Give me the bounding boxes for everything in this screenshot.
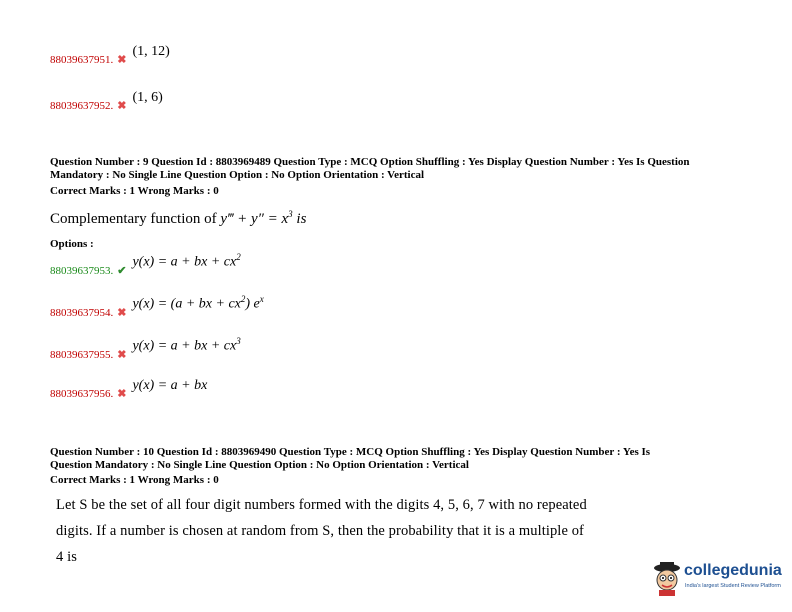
collegedunia-logo [652, 558, 788, 598]
option-id: 88039637951. [50, 54, 114, 66]
question-stem [50, 209, 306, 228]
stem-text: Complementary function of [50, 211, 217, 227]
option-id: 88039637956. [50, 388, 114, 400]
question-stem-line: digits. If a number is chosen at random from S, then the probability that it is a multiple of [56, 523, 584, 539]
question-meta-line: Question Mandatory : No Single Line Question Option : No Option Orientation : Vertical [50, 458, 469, 471]
question-meta-line: Mandatory : No Single Line Question Option : No Option Orientation : Vertical [50, 168, 425, 181]
stem-equation: y‴ + $y'' = x^3$ [220, 209, 293, 227]
option-equation: y(x) = a + bx + $cx^3$ [132, 336, 241, 354]
question-meta [50, 446, 750, 487]
options-label: Options : [50, 238, 94, 250]
question-stem-line: Let S be the set of all four digit numbers formed with the digits 4, 5, 6, 7 with no repeated [56, 497, 587, 513]
option-row [50, 44, 170, 66]
option-equation: y(x) = a + bx [132, 378, 208, 393]
wrong-icon: ✖ [117, 54, 127, 66]
option-row [50, 252, 241, 277]
option-id: 88039637955. [50, 348, 114, 361]
option-row [50, 90, 163, 112]
question-stem-line: 4 is [56, 549, 77, 565]
option-id: 88039637953. [50, 264, 114, 277]
option-text: (1, 6) [132, 90, 163, 105]
wrong-icon: ✖ [117, 388, 127, 400]
question-meta-line: Question Number : 10 Question Id : 8803969490 Question Type : MCQ Option Shuffling : Yes Display Question Number : Yes Is [50, 446, 651, 458]
option-id: 88039637952. [50, 100, 114, 112]
option-text: (1, 12) [132, 44, 170, 59]
wrong-icon: ✖ [117, 306, 127, 319]
check-icon: ✔ [117, 264, 127, 277]
option-equation: y(x) = a + bx + $cx^2$ [132, 252, 241, 270]
option-row [50, 378, 208, 400]
wrong-icon: ✖ [117, 100, 127, 112]
question-meta [50, 156, 750, 198]
option-id: 88039637954. [50, 306, 114, 319]
wrong-icon: ✖ [117, 348, 127, 361]
question-meta-line: Question Number : 9 Question Id : 8803969489 Question Type : MCQ Option Shuffling : Yes Display Question Number : Yes Is Question [50, 156, 690, 168]
brand-name: collegedunia [684, 562, 782, 579]
question-marks: Correct Marks : 1 Wrong Marks : 0 [50, 474, 219, 486]
stem-text: is [296, 211, 307, 227]
mascot-icon [652, 560, 682, 596]
question-marks: Correct Marks : 1 Wrong Marks : 0 [50, 185, 219, 197]
option-row [50, 336, 241, 361]
option-row [50, 294, 264, 319]
brand-tagline: India's largest Student Review Platform [685, 583, 781, 589]
option-equation: y(x) = (a + bx + $cx^2$) $e^x$ [132, 294, 264, 312]
